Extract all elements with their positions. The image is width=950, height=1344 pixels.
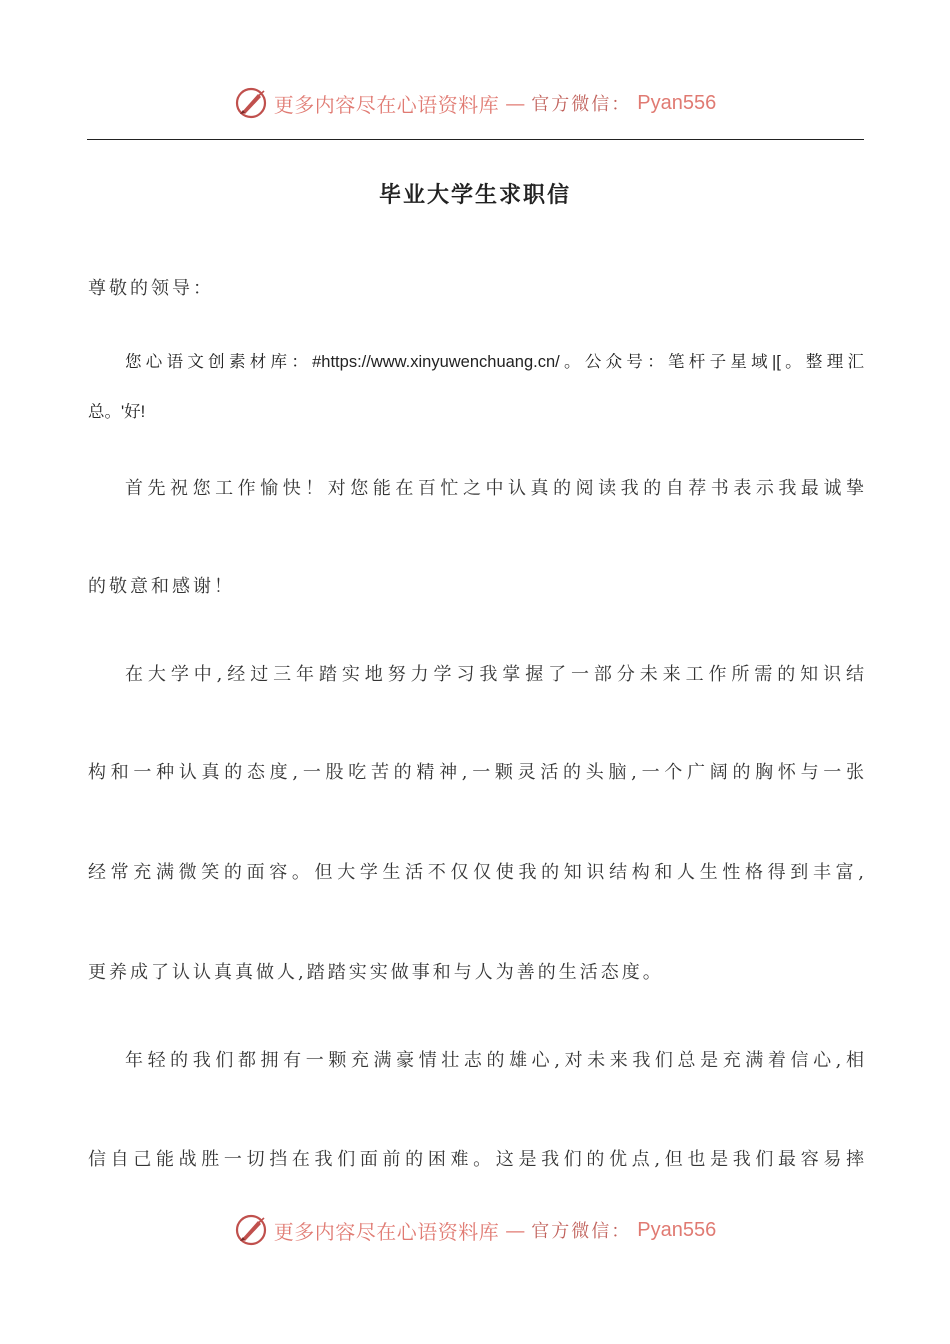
paragraph-1-line-1: 首先祝您工作愉快！对您能在百忙之中认真的阅读我的自荐书表示我最诚挚 bbox=[125, 478, 864, 499]
paragraph-1-line-2: 的敬意和感谢！ bbox=[88, 576, 235, 597]
banner-dash: — bbox=[505, 1218, 526, 1242]
quill-pen-logo-icon bbox=[234, 86, 268, 120]
footer-banner bbox=[0, 1210, 950, 1250]
paragraph-2-line-3: 经常充满微笑的面容。但大学生活不仅仅使我的知识结构和人生性格得到丰富, bbox=[88, 862, 864, 883]
header-divider bbox=[87, 139, 864, 140]
paragraph-2-line-1: 在大学中,经过三年踏实地努力学习我掌握了一部分未来工作所需的知识结 bbox=[125, 664, 864, 685]
paragraph-3-line-2: 信自己能战胜一切挡在我们面前的困难。这是我们的优点,但也是我们最容易摔 bbox=[88, 1149, 864, 1170]
quill-pen-logo-icon bbox=[234, 1213, 268, 1247]
banner-wechat-label: 官方微信： bbox=[531, 1221, 632, 1242]
paragraph-2-line-4: 更养成了认认真真做人,踏踏实实做事和与人为善的生活态度。 bbox=[88, 962, 664, 983]
banner-wechat-label: 官方微信： bbox=[531, 94, 632, 115]
salutation: 尊敬的领导： bbox=[88, 278, 214, 299]
header-banner bbox=[0, 83, 950, 123]
paragraph-2-line-2: 构和一种认真的态度,一股吃苦的精神,一颗灵活的头脑,一个广阔的胸怀与一张 bbox=[88, 762, 864, 783]
banner-text: 更多内容尽在心语资料库 bbox=[273, 92, 500, 117]
banner-text: 更多内容尽在心语资料库 bbox=[273, 1219, 500, 1244]
banner-dash: — bbox=[505, 91, 526, 115]
source-line-2: 总。'好! bbox=[88, 403, 146, 421]
source-line-1: 您心语文创素材库：#https://www.xinyuwenchuang.cn/。公众号：笔杆子星域|[。整理汇 bbox=[125, 353, 864, 371]
banner-wechat-id: Pyan556 bbox=[637, 1218, 717, 1241]
document-title: 毕业大学生求职信 bbox=[378, 183, 571, 208]
paragraph-3-line-1: 年轻的我们都拥有一颗充满豪情壮志的雄心,对未来我们总是充满着信心,相 bbox=[125, 1050, 864, 1071]
banner-wechat-id: Pyan556 bbox=[637, 91, 717, 114]
